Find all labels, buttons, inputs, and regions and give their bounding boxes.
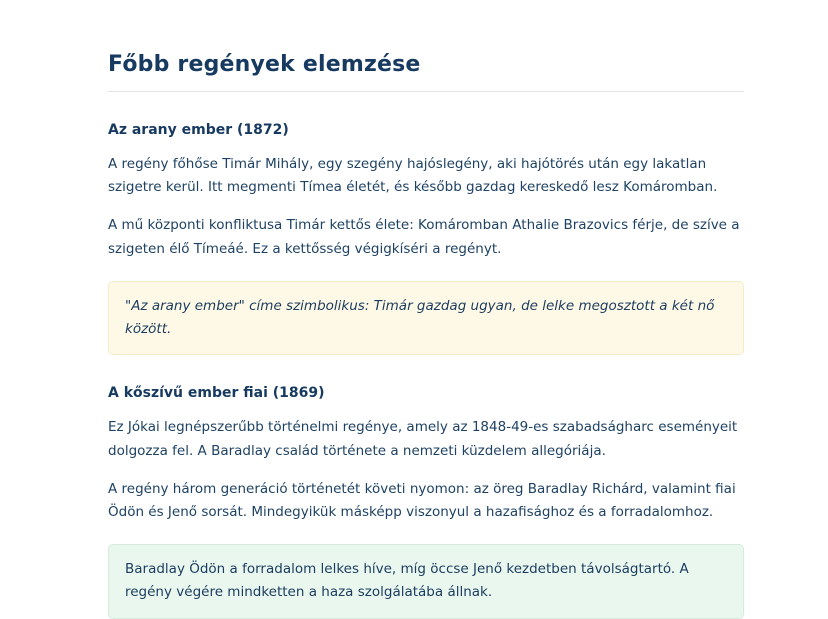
title-divider [108, 91, 744, 92]
section-heading: A kőszívű ember fiai (1869) [108, 385, 325, 402]
section-a-koszivu-ember-fiai [108, 385, 744, 618]
page-title: Főbb regények elemzése [108, 52, 421, 77]
callout-text: "Az arany ember" címe szimbolikus: Timár gazdag ugyan, de lelke megosztott a két nő között. [125, 297, 715, 338]
paragraph: A mű központi konfliktusa Timár kettős élete: Komáromban Athalie Brazovics férje, de szíve a szigeten élő Tímeáé. Ez a kettősség végigkíséri a regényt. [108, 217, 740, 257]
callout-box-green [108, 544, 744, 618]
section-heading: Az arany ember (1872) [108, 122, 289, 138]
paragraph: A regény három generáció történetét követi nyomon: az öreg Baradlay Richárd, valamint fiai Ödön és Jenő sorsát. Mindegyikük másképp viszonyul a hazafisághoz és a forradalomhoz. [108, 480, 736, 520]
section-az-arany-ember [108, 122, 744, 355]
callout-box-yellow [108, 281, 744, 355]
paragraph: A regény főhőse Timár Mihály, egy szegény hajóslegény, aki hajótörés után egy lakatlan szigetre kerül. Itt megmenti Tímea életét, és később gazdag kereskedő lesz Komáromban. [108, 156, 718, 196]
paragraph: Ez Jókai legnépszerűbb történelmi regénye, amely az 1848-49-es szabadságharc eseményeit dolgozza fel. A Baradlay család története a nemzeti küzdelem allegóriája. [108, 419, 738, 459]
callout-text: Baradlay Ödön a forradalom lelkes híve, míg öccse Jenő kezdetben távolságtartó. A regény végére mindketten a haza szolgálatába állnak. [125, 561, 689, 601]
